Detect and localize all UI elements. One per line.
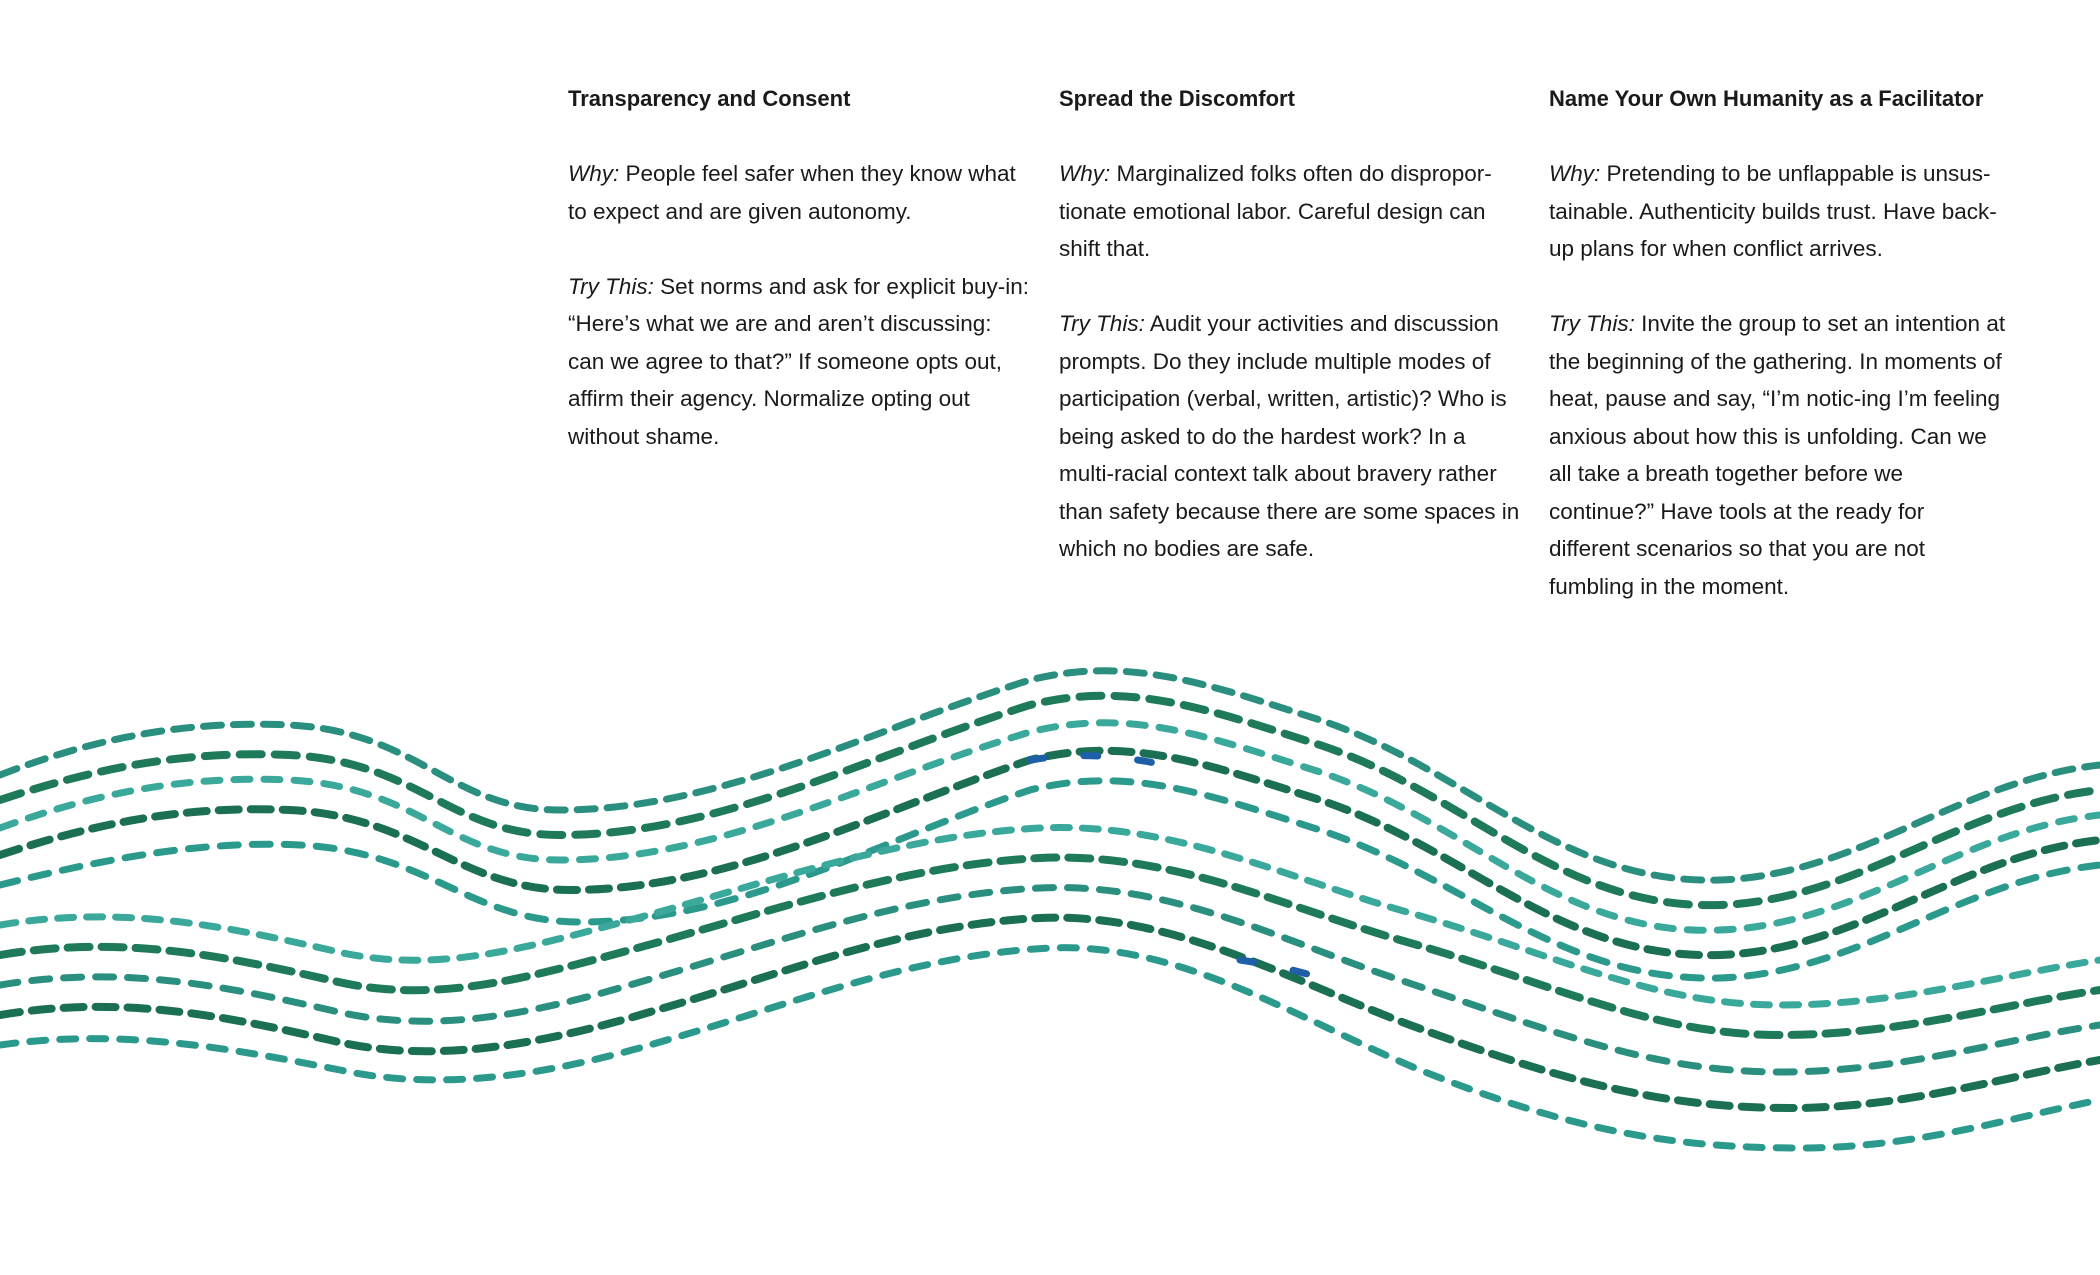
dashed-wave-illustration-icon [0,660,2100,1260]
try-this-text: Audit your activities and discussion prompts. Do they include multiple modes of participation (verbal, written, artistic)? Who is being asked to do the hardest work? In a multi-racial context talk about bravery rather than safety because there are some spaces in which no bodies are safe. [1059,311,1520,561]
column-spread-discomfort [1059,80,1521,605]
lower-wave-band [0,828,2100,1148]
try-this-text: Set norms and ask for explicit buy-in: “Here’s what we are and aren’t discussing: can we agree to that?” If someone opts out, affirm their agency. Normalize opting out without shame. [568,273,1029,449]
why-paragraph [1059,155,1521,268]
try-this-label: Try This: [1549,311,1635,336]
why-label: Why: [1059,161,1111,186]
column-heading: Spread the Discomfort [1059,86,1295,111]
column-heading: Name Your Own Humanity as a Facilitator [1549,86,1984,111]
try-this-paragraph [568,268,1030,456]
why-paragraph [568,155,1030,230]
try-this-label: Try This: [568,273,654,299]
why-text: Marginalized folks often do dispropor-tionate emotional labor. Careful design can shift that. [1059,161,1492,261]
try-this-paragraph [1059,305,1521,568]
upper-wave-band [0,671,2100,978]
why-label: Why: [1549,161,1601,186]
try-this-label: Try This: [1059,311,1145,336]
content-columns [0,80,2100,640]
try-this-text: Invite the group to set an intention at the beginning of the gathering. In moments of heat, pause and say, “I’m notic-ing I’m feeling anxious about how this is unfolding. Can we all take a breath together before we continue?” Have tools at the ready for different scenarios so that you are not fumbling in the moment. [1549,311,2006,599]
why-text: Pretending to be unflappable is unsus-tainable. Authenticity builds trust. Have back-up plans for when conflict arrives. [1549,161,1997,261]
column-heading: Transparency and Consent [568,86,851,111]
why-label: Why: [568,161,620,186]
why-paragraph [1549,155,2011,268]
try-this-paragraph [1549,305,2011,605]
why-text: People feel safer when they know what to expect and are given autonomy. [568,161,1016,224]
column-name-your-humanity [1549,80,2011,643]
column-transparency-consent [568,80,1030,493]
